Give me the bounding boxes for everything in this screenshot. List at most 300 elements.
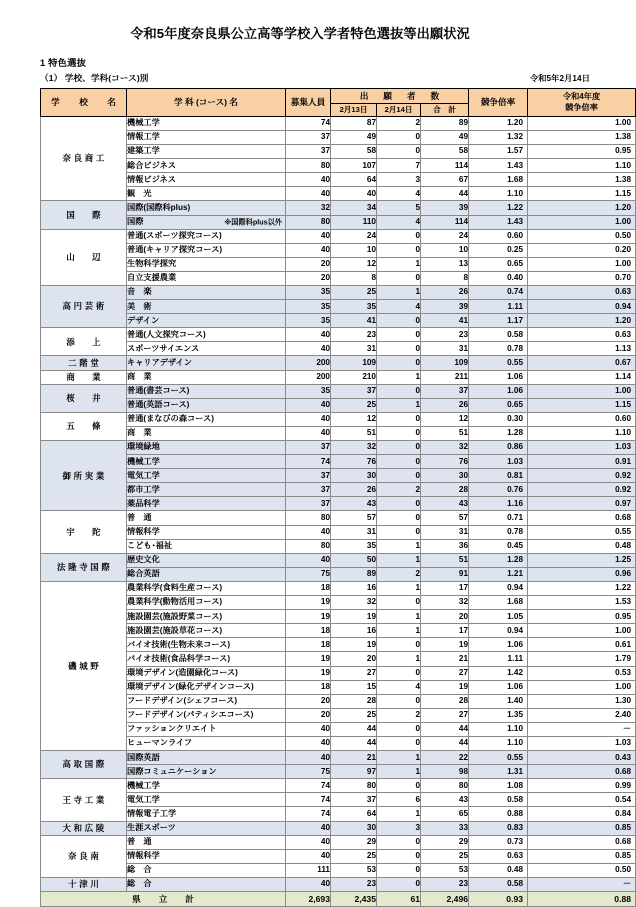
prev-ratio-cell: 0.92 (528, 483, 636, 497)
school-name: 桜 井 (66, 393, 101, 404)
table-row (41, 173, 636, 187)
prev-ratio-cell: 1.03 (528, 736, 636, 750)
ratio-cell: 0.55 (469, 356, 528, 370)
course-name: 総 合 (127, 879, 152, 889)
prev-ratio-cell: 0.54 (528, 793, 636, 807)
prev-ratio-cell: 0.63 (528, 285, 636, 299)
school-name: 大 和 広 陵 (62, 822, 105, 833)
capacity-cell: 20 (286, 271, 331, 285)
course-name: 普 通 (127, 512, 152, 522)
col-header-prev-ratio (528, 88, 636, 116)
table-row (41, 835, 636, 849)
day1-cell: 25 (331, 849, 377, 863)
day1-cell: 35 (331, 539, 377, 553)
prev-ratio-cell: 1.00 (528, 384, 636, 398)
school-name-cell (41, 835, 127, 877)
capacity-cell: 40 (286, 187, 331, 201)
table-row (41, 567, 636, 581)
school-name: 五 條 (66, 421, 101, 432)
day2-cell: 1 (377, 751, 421, 765)
course-name: バイオ技術(食品科学コース) (127, 653, 231, 663)
table-row (41, 159, 636, 173)
day1-cell: 16 (331, 581, 377, 595)
day2-cell: 0 (377, 243, 421, 257)
course-name-cell (127, 638, 286, 652)
capacity-cell: 80 (286, 159, 331, 173)
course-name-cell (127, 863, 286, 877)
course-name: 機械工学 (127, 456, 160, 466)
day1-cell: 57 (331, 511, 377, 525)
course-name-cell (127, 708, 286, 722)
table-row (41, 130, 636, 144)
prev-ratio-cell: 1.15 (528, 187, 636, 201)
capacity-cell: 75 (286, 567, 331, 581)
course-name-cell (127, 877, 286, 891)
course-name-cell (127, 145, 286, 159)
capacity-cell: 18 (286, 581, 331, 595)
school-name-cell (41, 412, 127, 440)
total-cell: 32 (421, 596, 469, 610)
prev-ratio-cell: 1.53 (528, 596, 636, 610)
ratio-cell: 0.86 (469, 441, 528, 455)
capacity-cell: 37 (286, 469, 331, 483)
prev-ratio-cell: 0.91 (528, 455, 636, 469)
prev-ratio-cell: 0.70 (528, 271, 636, 285)
capacity-cell: 37 (286, 483, 331, 497)
day2-cell: 2 (377, 116, 421, 130)
day2-cell: 0 (377, 441, 421, 455)
prev-ratio-cell: 1.00 (528, 257, 636, 271)
col-header-school: 学 校 名 (41, 88, 127, 116)
day1-cell: 64 (331, 807, 377, 821)
course-name: 自立支援農業 (127, 273, 177, 283)
total-cell: 39 (421, 300, 469, 314)
table-row (41, 271, 636, 285)
school-name: 法 隆 寺 国 際 (57, 562, 110, 573)
total-label-cell (41, 892, 286, 907)
course-name: 電気工学 (127, 794, 160, 804)
course-name-cell (127, 314, 286, 328)
ratio-cell: 0.65 (469, 398, 528, 412)
day1-cell: 30 (331, 469, 377, 483)
ratio-cell: 0.60 (469, 229, 528, 243)
course-name: 生物科学探究 (127, 259, 177, 269)
course-name: 情報ビジネス (127, 174, 176, 184)
school-name: 十 津 川 (68, 879, 99, 890)
table-row (41, 426, 636, 440)
course-name-cell (127, 567, 286, 581)
table-row (41, 765, 636, 779)
day1-cell: 35 (331, 300, 377, 314)
capacity-cell: 40 (286, 398, 331, 412)
ratio-cell: 0.40 (469, 271, 528, 285)
day2-cell: 0 (377, 412, 421, 426)
table-row (41, 652, 636, 666)
total-prev-ratio-cell: 0.88 (528, 892, 636, 907)
school-name-cell (41, 553, 127, 581)
prev-ratio-cell: － (528, 877, 636, 891)
day1-cell: 53 (331, 863, 377, 877)
day2-cell: 1 (377, 370, 421, 384)
course-name-cell (127, 652, 286, 666)
total-cell: 109 (421, 356, 469, 370)
total-cell: 24 (421, 229, 469, 243)
capacity-cell: 74 (286, 779, 331, 793)
ratio-cell: 0.83 (469, 821, 528, 835)
prev-ratio-cell: 1.00 (528, 116, 636, 130)
prev-ratio-line2: 競争倍率 (565, 103, 598, 113)
capacity-cell: 80 (286, 539, 331, 553)
course-name: 商 業 (127, 371, 152, 381)
capacity-cell: 35 (286, 314, 331, 328)
course-name-cell (127, 469, 286, 483)
table-row (41, 497, 636, 511)
ratio-cell: 1.06 (469, 638, 528, 652)
course-name: 普通(人文探究コース) (127, 329, 206, 339)
course-name: 農業科学(動物活用コース) (127, 597, 223, 607)
day2-cell: 1 (377, 539, 421, 553)
total-cell: 41 (421, 314, 469, 328)
total-cell: 44 (421, 736, 469, 750)
subheading-row (8, 72, 592, 84)
school-name-cell (41, 328, 127, 356)
table-body (41, 116, 636, 906)
school-name-cell (41, 285, 127, 327)
day2-cell: 0 (377, 722, 421, 736)
total-cell: 80 (421, 779, 469, 793)
course-name-cell (127, 793, 286, 807)
course-name-cell (127, 722, 286, 736)
capacity-cell: 20 (286, 708, 331, 722)
total-cell: 114 (421, 159, 469, 173)
ratio-cell: 1.28 (469, 426, 528, 440)
school-name: 御 所 実 業 (62, 470, 105, 481)
course-name: 都市工学 (127, 484, 160, 494)
course-name-cell (127, 694, 286, 708)
course-name: 商 業 (127, 428, 152, 438)
school-name: 添 上 (66, 336, 101, 347)
table-row (41, 596, 636, 610)
ratio-cell: 1.10 (469, 722, 528, 736)
school-name: 高 円 芸 術 (62, 301, 105, 312)
prev-ratio-cell: 0.68 (528, 765, 636, 779)
table-row (41, 483, 636, 497)
day1-cell: 21 (331, 751, 377, 765)
prev-ratio-cell: 0.67 (528, 356, 636, 370)
capacity-cell: 37 (286, 497, 331, 511)
capacity-cell: 74 (286, 455, 331, 469)
prev-ratio-cell: 0.50 (528, 229, 636, 243)
prev-ratio-cell: － (528, 722, 636, 736)
school-name: 磯 城 野 (68, 660, 99, 671)
total-cell: 23 (421, 877, 469, 891)
total-cell: 39 (421, 201, 469, 215)
course-name-cell (127, 751, 286, 765)
capacity-cell: 74 (286, 807, 331, 821)
school-name: 商 業 (66, 371, 101, 382)
ratio-cell: 0.94 (469, 581, 528, 595)
day1-cell: 43 (331, 497, 377, 511)
day1-cell: 23 (331, 328, 377, 342)
day2-cell: 1 (377, 285, 421, 299)
day1-cell: 19 (331, 638, 377, 652)
course-name-cell (127, 835, 286, 849)
day1-cell: 24 (331, 229, 377, 243)
table-row (41, 581, 636, 595)
course-name: スポーツサイエンス (127, 343, 200, 353)
total-cell: 29 (421, 835, 469, 849)
total-ratio-cell: 0.93 (469, 892, 528, 907)
day1-cell: 27 (331, 666, 377, 680)
day1-cell: 89 (331, 567, 377, 581)
ratio-cell: 1.40 (469, 694, 528, 708)
school-name-cell (41, 821, 127, 835)
capacity-cell: 40 (286, 722, 331, 736)
school-name-cell (41, 370, 127, 384)
table-row (41, 877, 636, 891)
capacity-cell: 19 (286, 652, 331, 666)
prev-ratio-cell: 0.68 (528, 511, 636, 525)
prev-ratio-cell: 0.85 (528, 821, 636, 835)
course-name-cell (127, 356, 286, 370)
table-row (41, 328, 636, 342)
ratio-cell: 0.78 (469, 525, 528, 539)
course-name: 音 楽 (127, 287, 152, 297)
prev-ratio-cell: 0.63 (528, 328, 636, 342)
course-name: 生涯スポーツ (127, 822, 176, 832)
day1-cell: 50 (331, 553, 377, 567)
total-cell: 51 (421, 426, 469, 440)
table-row (41, 384, 636, 398)
course-name: 施設園芸(施設野菜コース) (127, 611, 223, 621)
table-row (41, 356, 636, 370)
table-row (41, 694, 636, 708)
day2-cell: 0 (377, 779, 421, 793)
prev-ratio-cell: 1.25 (528, 553, 636, 567)
table-row (41, 863, 636, 877)
day2-cell: 0 (377, 511, 421, 525)
day2-cell: 0 (377, 849, 421, 863)
prev-ratio-cell: 1.15 (528, 398, 636, 412)
total-cell: 58 (421, 145, 469, 159)
prev-ratio-cell: 1.20 (528, 201, 636, 215)
day2-cell: 0 (377, 638, 421, 652)
day2-cell: 2 (377, 567, 421, 581)
ratio-cell: 0.25 (469, 243, 528, 257)
course-name: 環境デザイン(緑化デザインコース) (127, 682, 254, 692)
day2-cell: 0 (377, 497, 421, 511)
capacity-cell: 40 (286, 525, 331, 539)
course-name-cell (127, 342, 286, 356)
day1-cell: 32 (331, 441, 377, 455)
table-row (41, 412, 636, 426)
prev-ratio-cell: 0.95 (528, 610, 636, 624)
day1-cell: 107 (331, 159, 377, 173)
table-row (41, 285, 636, 299)
prev-ratio-cell: 1.30 (528, 694, 636, 708)
prev-ratio-cell: 0.20 (528, 243, 636, 257)
prev-ratio-cell: 1.20 (528, 314, 636, 328)
capacity-cell: 40 (286, 849, 331, 863)
capacity-cell: 19 (286, 666, 331, 680)
capacity-cell: 20 (286, 694, 331, 708)
total-cell: 114 (421, 215, 469, 229)
course-name-cell (127, 173, 286, 187)
prev-ratio-cell: 0.68 (528, 835, 636, 849)
capacity-cell: 40 (286, 736, 331, 750)
ratio-cell: 0.76 (469, 483, 528, 497)
course-name: 建築工学 (127, 146, 160, 156)
prev-ratio-cell: 1.00 (528, 215, 636, 229)
total-cell: 31 (421, 342, 469, 356)
col-header-total: 合 計 (421, 103, 469, 116)
day1-cell: 40 (331, 187, 377, 201)
ratio-cell: 1.43 (469, 215, 528, 229)
table-row (41, 116, 636, 130)
course-name: 国際コミュニケーション (127, 766, 217, 776)
ratio-cell: 1.10 (469, 736, 528, 750)
day1-cell: 44 (331, 736, 377, 750)
total-cell: 30 (421, 469, 469, 483)
course-name-cell (127, 680, 286, 694)
capacity-cell: 35 (286, 384, 331, 398)
ratio-cell: 0.58 (469, 793, 528, 807)
total-cell: 37 (421, 384, 469, 398)
document-page (0, 26, 632, 904)
day1-cell: 37 (331, 384, 377, 398)
prev-ratio-cell: 0.92 (528, 469, 636, 483)
day1-cell: 31 (331, 525, 377, 539)
capacity-cell: 37 (286, 145, 331, 159)
col-header-day1: 2月13日 (331, 103, 377, 116)
course-name: 情報工学 (127, 132, 160, 142)
day2-cell: 0 (377, 877, 421, 891)
ratio-cell: 1.16 (469, 497, 528, 511)
prev-ratio-cell: 0.99 (528, 779, 636, 793)
capacity-cell: 35 (286, 285, 331, 299)
day2-cell: 1 (377, 765, 421, 779)
prev-ratio-cell: 1.00 (528, 624, 636, 638)
capacity-cell: 40 (286, 342, 331, 356)
total-cell: 33 (421, 821, 469, 835)
day2-cell: 0 (377, 455, 421, 469)
school-name: 王 寺 工 業 (62, 794, 105, 805)
course-name: 総合英語 (127, 569, 160, 579)
course-name-cell (127, 455, 286, 469)
course-name: 普通(まなびの森コース) (127, 414, 214, 424)
table-row (41, 511, 636, 525)
ratio-cell: 1.08 (469, 779, 528, 793)
day1-cell: 32 (331, 596, 377, 610)
table-row (41, 314, 636, 328)
table-row (41, 257, 636, 271)
table-row (41, 370, 636, 384)
course-name: フードデザイン(パティシエコース) (127, 710, 254, 720)
total-cell: 17 (421, 581, 469, 595)
day2-cell: 0 (377, 342, 421, 356)
prev-ratio-cell: 0.50 (528, 863, 636, 877)
course-name-cell (127, 130, 286, 144)
course-name-cell (127, 285, 286, 299)
table-row (41, 624, 636, 638)
table-row (41, 441, 636, 455)
course-name-cell (127, 807, 286, 821)
capacity-cell: 111 (286, 863, 331, 877)
course-name-cell (127, 624, 286, 638)
table-row (41, 342, 636, 356)
prev-ratio-cell: 1.79 (528, 652, 636, 666)
prev-ratio-cell: 0.53 (528, 666, 636, 680)
total-cell: 32 (421, 441, 469, 455)
table-row (41, 300, 636, 314)
course-name: 普通(書芸コース) (127, 386, 190, 396)
table-row (41, 680, 636, 694)
course-name-cell (127, 116, 286, 130)
day1-cell: 87 (331, 116, 377, 130)
capacity-cell: 40 (286, 835, 331, 849)
course-name: デザイン (127, 315, 160, 325)
prev-ratio-cell: 1.22 (528, 581, 636, 595)
prev-ratio-cell: 0.48 (528, 539, 636, 553)
table-row (41, 201, 636, 215)
course-name-cell (127, 328, 286, 342)
course-name-cell (127, 497, 286, 511)
prev-ratio-cell: 0.96 (528, 567, 636, 581)
table-row (41, 807, 636, 821)
day2-cell: 0 (377, 596, 421, 610)
course-name-cell (127, 666, 286, 680)
course-name: 機械工学 (127, 118, 160, 128)
total-cell: 19 (421, 680, 469, 694)
course-name-cell (127, 553, 286, 567)
prev-ratio-cell: 1.03 (528, 441, 636, 455)
prev-ratio-cell: 0.61 (528, 638, 636, 652)
course-name-cell (127, 426, 286, 440)
day2-cell: 3 (377, 821, 421, 835)
prev-ratio-cell: 1.38 (528, 130, 636, 144)
school-name-cell (41, 116, 127, 201)
day1-cell: 12 (331, 412, 377, 426)
ratio-cell: 1.28 (469, 553, 528, 567)
table-row (41, 821, 636, 835)
day1-cell: 26 (331, 483, 377, 497)
ratio-cell: 1.43 (469, 159, 528, 173)
day1-cell: 8 (331, 271, 377, 285)
capacity-cell: 40 (286, 412, 331, 426)
school-name: 山 辺 (66, 252, 101, 263)
day1-cell: 49 (331, 130, 377, 144)
day1-cell: 80 (331, 779, 377, 793)
day1-cell: 20 (331, 652, 377, 666)
day2-cell: 6 (377, 793, 421, 807)
day1-cell: 210 (331, 370, 377, 384)
total-cell: 28 (421, 483, 469, 497)
total-day1-cell: 2,435 (331, 892, 377, 907)
prev-ratio-line1: 令和4年度 (562, 92, 601, 102)
day1-cell: 25 (331, 285, 377, 299)
table-row (41, 525, 636, 539)
capacity-cell: 19 (286, 610, 331, 624)
school-name-cell (41, 511, 127, 553)
ratio-cell: 1.03 (469, 455, 528, 469)
capacity-cell: 40 (286, 243, 331, 257)
ratio-cell: 0.30 (469, 412, 528, 426)
ratio-cell: 0.73 (469, 835, 528, 849)
total-cell: 36 (421, 539, 469, 553)
table-row (41, 553, 636, 567)
capacity-cell: 200 (286, 370, 331, 384)
course-name: 施設園芸(施設草花コース) (127, 625, 223, 635)
